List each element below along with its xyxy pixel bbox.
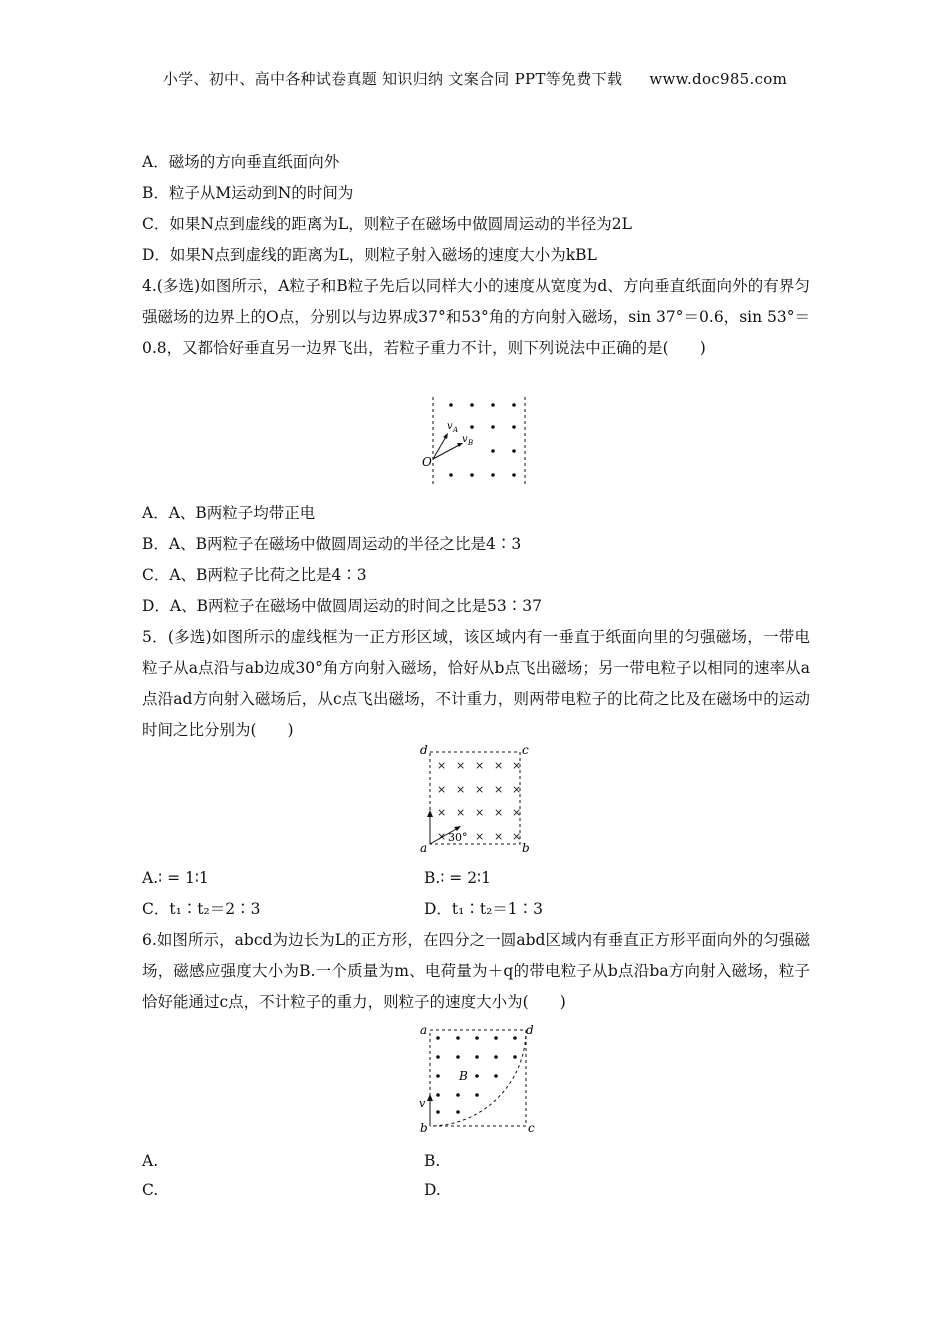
svg-text:×: × [512, 830, 522, 843]
svg-text:×: × [494, 806, 504, 819]
q4-label-o: O [422, 455, 432, 469]
q4-label-vb: v [462, 434, 468, 445]
svg-text:×: × [494, 759, 504, 772]
q5-option-a: A.∶ = 1∶1 [142, 869, 209, 887]
q5-figure [414, 742, 536, 856]
svg-text:×: × [494, 783, 504, 796]
q3-option-d: D．如果N点到虚线的距离为L，则粒子射入磁场的速度大小为kBL [142, 246, 597, 264]
q6-option-b: B. [424, 1152, 441, 1170]
q5-label-a: a [420, 841, 428, 855]
q4-stem: 4.(多选)如图所示，A粒子和B粒子先后以同样大小的速度从宽度为d、方向垂直纸面向外的有界匀强磁场的边界上的O点，分别以与边界成37°和53°角的方向射入磁场，sin 37°＝0.6，sin 53°＝0.8，又都恰好垂直另一边界飞出，若粒子重力不计，则下列说法中正确的是( ) [142, 277, 810, 357]
q6-label-c: c [528, 1121, 535, 1135]
header-url[interactable]: www.doc985.com [649, 70, 788, 88]
q4-option-a: A．A、B两粒子均带正电 [142, 504, 316, 522]
q4-label-va: v [447, 421, 453, 432]
svg-text:×: × [437, 806, 447, 819]
svg-text:×: × [437, 830, 447, 843]
q4-option-b: B．A、B两粒子在磁场中做圆周运动的半径之比是4∶3 [142, 535, 522, 553]
svg-text:×: × [494, 830, 504, 843]
svg-text:×: × [456, 806, 466, 819]
q5-option-c: C．t₁∶t₂＝2∶3 [142, 900, 261, 918]
q5-stem: 5．(多选)如图所示的虚线框为一正方形区域，该区域内有一垂直于纸面向里的匀强磁场，一带电粒子从a点沿与ab边成30°角方向射入磁场，恰好从b点飞出磁场；另一带电粒子以相同的速率从a点沿ad方向射入磁场后，从c点飞出磁场，不计重力，则两带电粒子的比荷之比及在磁场中的运动时间之比分别为( ) [142, 628, 810, 739]
q4-option-d: D．A、B两粒子在磁场中做圆周运动的时间之比是53∶37 [142, 597, 542, 615]
svg-text:×: × [456, 783, 466, 796]
svg-text:×: × [456, 759, 466, 772]
svg-text:×: × [512, 759, 522, 772]
q6-label-B: B [459, 1069, 468, 1083]
q6-option-d: D. [424, 1181, 441, 1199]
q6-stem: 6.如图所示，abcd为边长为L的正方形，在四分之一圆abd区域内有垂直正方形平面向外的匀强磁场，磁感应强度大小为B.一个质量为m、电荷量为＋q的带电粒子从b点沿ba方向射入磁场，粒子恰好能通过c点，不计粒子的重力，则粒子的速度大小为( ) [142, 931, 810, 1011]
q3-option-b: B．粒子从M运动到N的时间为 [142, 184, 354, 202]
svg-text:×: × [475, 759, 485, 772]
q6-option-a: A. [142, 1152, 159, 1170]
q5-label-c: c [522, 743, 529, 757]
q4-label-va-sub: A [453, 426, 459, 434]
q4-label-vb-sub: B [468, 439, 474, 447]
q5-label-b: b [522, 841, 530, 855]
svg-text:×: × [512, 806, 522, 819]
q6-label-v: v [419, 1097, 426, 1110]
q4-figure [415, 395, 535, 487]
q5-label-d: d [420, 743, 428, 757]
svg-text:×: × [475, 806, 485, 819]
q6-label-b: b [420, 1121, 428, 1135]
q6-option-c: C. [142, 1181, 159, 1199]
q5-option-b: B.∶ = 2∶1 [424, 869, 491, 887]
svg-text:×: × [475, 783, 485, 796]
svg-text:×: × [437, 759, 447, 772]
q6-figure [414, 1018, 540, 1136]
q5-option-d: D．t₁∶t₂＝1∶3 [424, 900, 544, 918]
q5-label-angle: 30° [448, 831, 468, 844]
q3-option-a: A．磁场的方向垂直纸面向外 [142, 153, 340, 171]
q3-option-c: C．如果N点到虚线的距离为L，则粒子在磁场中做圆周运动的半径为2L [142, 215, 632, 233]
q6-label-a: a [420, 1023, 428, 1037]
svg-text:×: × [512, 783, 522, 796]
svg-text:×: × [475, 830, 485, 843]
svg-text:×: × [437, 783, 447, 796]
q6-label-d: d [526, 1023, 534, 1037]
header-title: 小学、初中、高中各种试卷真题 知识归纳 文案合同 PPT等免费下载 [162, 70, 623, 88]
page-header [0, 68, 950, 89]
q4-option-c: C．A、B两粒子比荷之比是4∶3 [142, 566, 367, 584]
